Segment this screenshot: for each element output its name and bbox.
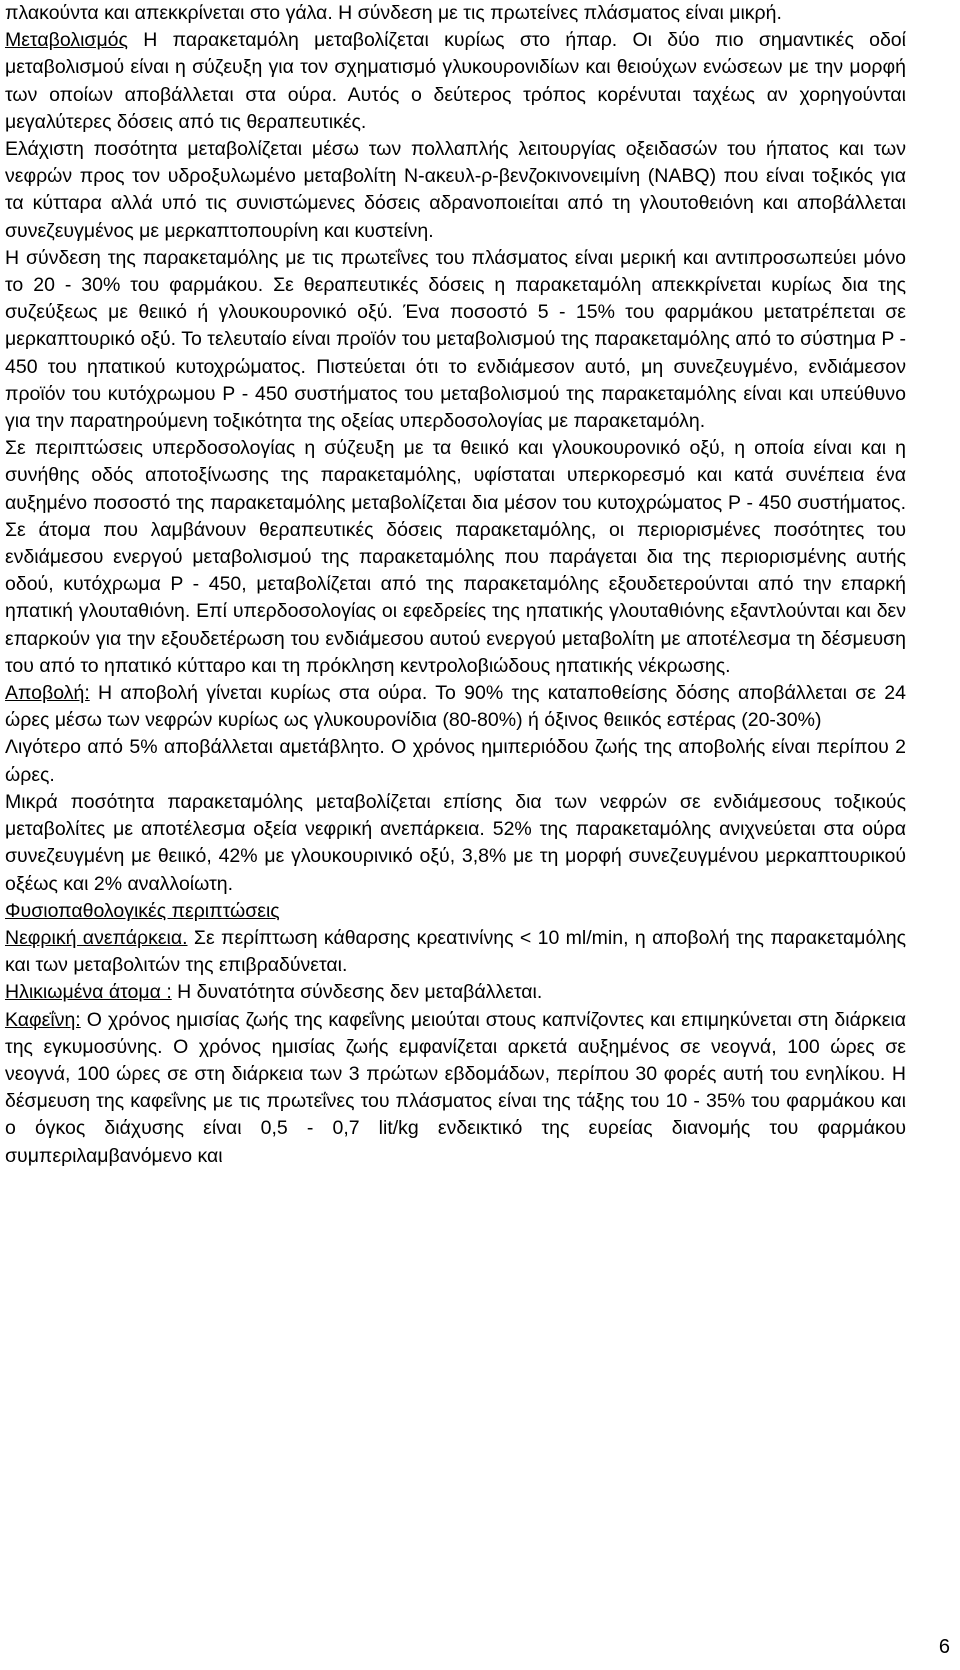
paragraph-pathophysiology bbox=[5, 898, 906, 925]
paragraph-text: Μικρά ποσότητα παρακεταμόλης μεταβολίζεται επίσης δια των νεφρών σε ενδιάμεσους τοξικούς μεταβολίτες με αποτέλεσμα οξεία νεφρική ανεπάρκεια. 52% της παρακεταμόλης ανιχνεύεται στα ούρα συνεζευγμένη με θειικό, 42% με γλουκουρινικό οξύ, 3,8% με τη μορφή συνεζευγμένου μερκαπτουρικού οξέως και 2% αναλλοίωτη. bbox=[5, 790, 906, 895]
paragraph-protein-binding bbox=[5, 245, 906, 435]
paragraph-text: Η δυνατότητα σύνδεσης δεν μεταβάλλεται. bbox=[171, 981, 543, 1004]
paragraph-elderly bbox=[5, 979, 906, 1006]
document-page bbox=[5, 0, 906, 1170]
paragraph-excretion bbox=[5, 680, 906, 734]
paragraph-placenta bbox=[5, 0, 906, 27]
paragraph-text: Η σύνδεση της παρακεταμόλης με τις πρωτεΐνες του πλάσματος είναι μερική και αντιπροσωπεύει μόνο το 20 - 30% του φαρμάκου. Σε θεραπευτικές δόσεις η παρακεταμόλη απεκκρίνεται κυρίως δια της συζεύξεως με θειικό ή γλουκουρονικό οξύ. Ένα ποσοστό 5 - 15% του φαρμάκου μετατρέπεται σε μερκαπτουρικό οξύ. Το τελευταίο είναι προϊόν του μεταβολισμού της παρακεταμόλης από το σύστημα Ρ - 450 του ηπατικού κυτοχρώματος. Πιστεύεται ότι το ενδιάμεσον αυτό, μη συνεζευγμένο, ενδιάμεσον προϊόν του κυτόχρωμου Ρ - 450 συστήματος του μεταβολισμού της παρακεταμόλης είναι και υπεύθυνο για την παρατηρούμενη τοξικότητα της οξείας υπερδοσολογίας με παρακεταμόλη. bbox=[5, 246, 906, 433]
paragraph-text: Λιγότερο από 5% αποβάλλεται αμετάβλητο. Ο χρόνος ημιπεριόδου ζωής της αποβολής είναι περίπου 2 ώρες. bbox=[5, 736, 906, 786]
paragraph-renal-metabolism bbox=[5, 789, 906, 898]
section-heading-pathophysiology: Φυσιοπαθολογικές περιπτώσεις bbox=[5, 899, 280, 922]
section-heading-elderly: Ηλικιωμένα άτομα : bbox=[5, 981, 172, 1004]
section-heading-metabolism: Μεταβολισμός bbox=[5, 29, 128, 52]
paragraph-text: Η αποβολή γίνεται κυρίως στα ούρα. Το 90% της καταποθείσης δόσης αποβάλλεται σε 24 ώρες μέσω των νεφρών κυρίως ως γλυκουρονίδια (80-80%) ή όξινος θειικός εστέρας (20-30%) bbox=[5, 682, 906, 732]
section-heading-renal-failure: Νεφρική ανεπάρκεια. bbox=[5, 926, 188, 949]
paragraph-oxidases bbox=[5, 136, 906, 245]
paragraph-renal-failure bbox=[5, 925, 906, 979]
page-number: 6 bbox=[938, 1636, 950, 1658]
paragraph-unchanged bbox=[5, 734, 906, 788]
paragraph-overdose bbox=[5, 435, 906, 680]
section-heading-caffeine: Καφεΐνη: bbox=[5, 1008, 81, 1031]
paragraph-text: Σε περιπτώσεις υπερδοσολογίας η σύζευξη με τα θειικό και γλουκουρονικό οξύ, η οποία είναι και η συνήθης οδός αποτοξίνωσης της παρακεταμόλης, υφίσταται υπερκορεσμό και κατά συνέπεια ένα αυξημένο ποσοστό της παρακεταμόλης μεταβολίζεται δια μέσον του κυτοχρώματος Ρ - 450 συστήματος. Σε άτομα που λαμβάνουν θεραπευτικές δόσεις παρακεταμόλης, οι περιορισμένες ποσότητες του ενδιάμεσου ενεργού μεταβολισμού της παρακεταμόλης που παράγεται δια της περιορισμένης αυτής οδού, κυτόχρωμα Ρ - 450, μεταβολίζεται από της παρακεταμόλης εξουδετερούνται από την επαρκή ηπατική γλουταθιόνη. Επί υπερδοσολογίας οι εφεδρείες της ηπατικής γλουταθιόνης εξαντλούνται και δεν επαρκούν για την εξουδετέρωση του ενδιάμεσου αυτού ενεργού μεταβολίτη με αποτέλεσμα τη δέσμευση του από το ηπατικό κύτταρο και τη πρόκληση κεντρολοβιώδους ηπατικής νέκρωσης. bbox=[5, 437, 906, 677]
paragraph-caffeine bbox=[5, 1007, 906, 1170]
paragraph-text: Η παρακεταμόλη μεταβολίζεται κυρίως στο ήπαρ. Οι δύο πιο σημαντικές οδοί μεταβολισμού είναι η σύζευξη για τον σχηματισμό γλυκουρονιδίων και θειούχων ενώσεων με την μορφή των οποίων αποβάλλεται στα ούρα. Αυτός ο δεύτερος τρόπος κορένυται ταχέως αν χορηγούνται μεγαλύτερες δόσεις από τις θεραπευτικές. bbox=[5, 29, 906, 133]
paragraph-text: Σε περίπτωση κάθαρσης κρεατινίνης < 10 ml/min, η αποβολή της παρακεταμόλης και των μεταβολιτών της επιβραδύνεται. bbox=[5, 926, 906, 977]
paragraph-metabolism bbox=[5, 27, 906, 136]
paragraph-text: πλακούντα και απεκκρίνεται στο γάλα. Η σύνδεση με τις πρωτείνες πλάσματος είναι μικρή. bbox=[5, 2, 782, 24]
paragraph-text: Ο χρόνος ημισίας ζωής της καφεΐνης μειούται στους καπνίζοντες και επιμηκύνεται στη διάρκεια της εγκυμοσύνης. Ο χρόνος ημισίας ζωής εμφανίζεται αρκετά αυξημένος σε νεογνά, 100 ώρες σε νεογνά, 100 ώρες σε στη διάρκεια των 3 πρώτων εβδομάδων, περίπου 30 φορές αυτή του ενηλίκου. Η δέσμευση της καφεΐνης με τις πρωτεΐνες του πλάσματος είναι της τάξης του 10 - 35% του φαρμάκου και ο όγκος διάχυσης είναι 0,5 - 0,7 lit/kg ενδεικτικό της ευρείας διανομής του φαρμάκου συμπεριλαμβανόμενο και bbox=[5, 1008, 906, 1167]
paragraph-text: Ελάχιστη ποσότητα μεταβολίζεται μέσω των πολλαπλής λειτουργίας οξειδασών του ήπατος και των νεφρών προς τον υδροξυλωμένο μεταβολίτη Ν-ακευλ-ρ-βενζοκινονειμίνη (NABQ) που είναι τοξικός για τα κύτταρα αλλά υπό τις συνιστώμενες δόσεις αδρανοποιείται από τη γλουτοθειόνη και αποβάλλεται συνεζευγμένος με μερκαπτοπουρίνη και κυστείνη. bbox=[5, 138, 906, 242]
section-heading-excretion: Αποβολή: bbox=[5, 682, 90, 705]
